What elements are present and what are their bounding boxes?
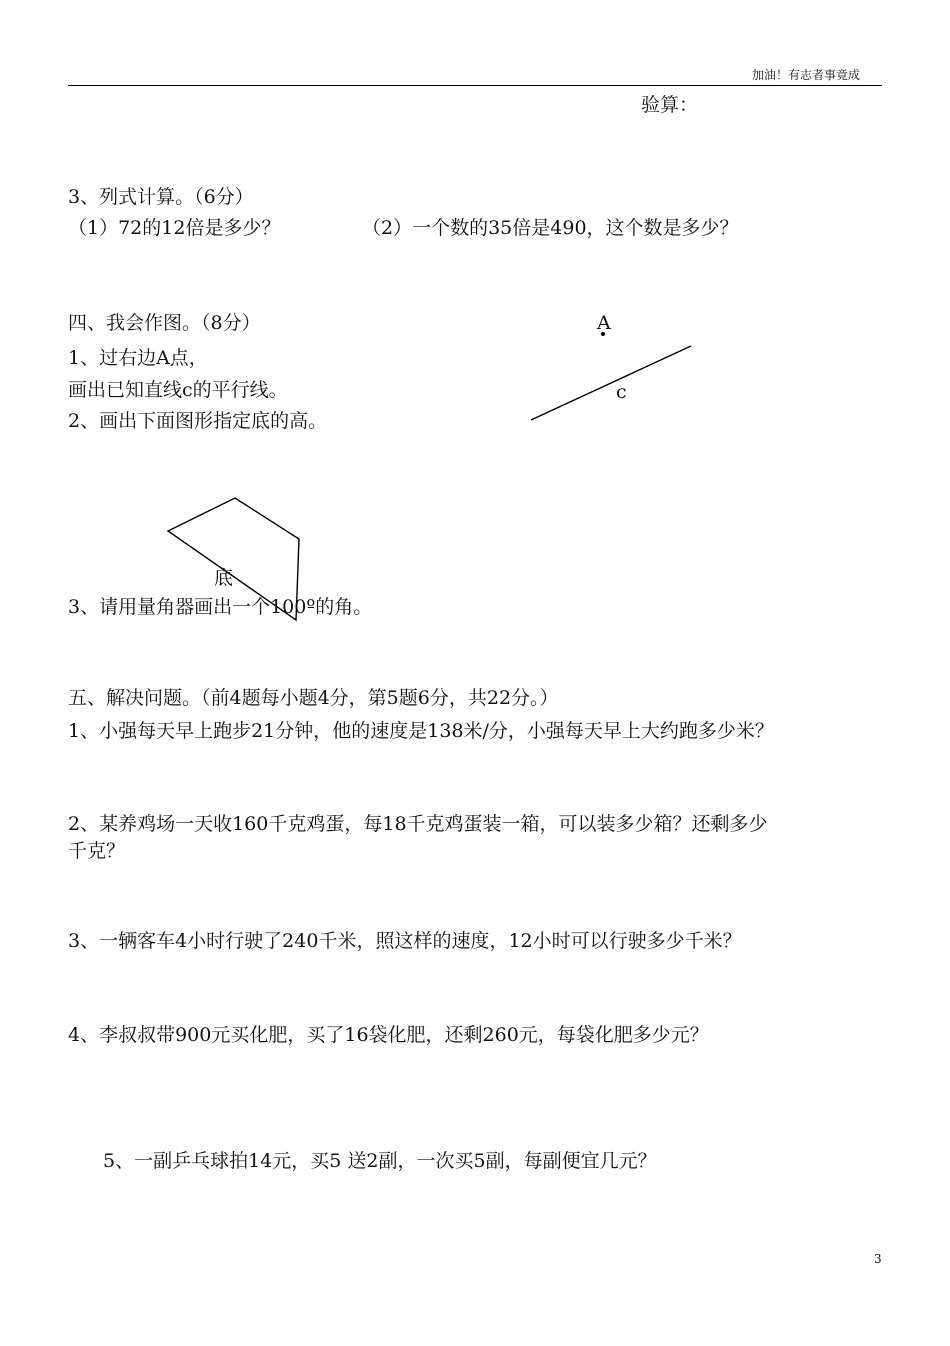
- base-label: 底: [214, 567, 234, 589]
- page-number: 3: [874, 1252, 882, 1266]
- section3-q2: （2）一个数的35倍是490，这个数是多少？: [362, 217, 739, 239]
- line-c: [531, 346, 691, 420]
- section4-item2: 2、画出下面图形指定底的高。: [68, 410, 328, 432]
- section4-title: 四、我会作图。（8分）: [68, 312, 261, 334]
- section4-item1-line2: 画出已知直线c的平行线。: [68, 379, 288, 401]
- point-a-label: A: [597, 312, 611, 334]
- verify-label: 验算：: [641, 94, 699, 116]
- section3-title: 3、列式计算。（6分）: [68, 186, 254, 208]
- section5-q3: 3、一辆客车4小时行驶了240千米，照这样的速度，12小时可以行驶多少千米？: [68, 930, 742, 952]
- section5-q2-line2: 千克？: [68, 840, 126, 862]
- header-motto: 加油！有志者事竟成: [752, 68, 861, 82]
- section5-title: 五、解决问题。（前4题每小题4分，第5题6分，共22分。）: [68, 687, 559, 709]
- section5-q2-line1: 2、某养鸡场一天收160千克鸡蛋，每18千克鸡蛋装一箱，可以装多少箱？还剩多少: [68, 813, 768, 835]
- section4-item1-line1: 1、过右边A点，: [68, 347, 208, 369]
- section4-item3: 3、请用量角器画出一个100º的角。: [68, 596, 373, 618]
- section5-q5: 5、一副乒乓球拍14元，买5 送2副，一次买5副，每副便宜几元？: [103, 1150, 657, 1172]
- section3-q1: （1）72的12倍是多少？: [68, 217, 281, 239]
- section5-q4: 4、李叔叔带900元买化肥，买了16袋化肥，还剩260元，每袋化肥多少元？: [68, 1024, 709, 1046]
- line-c-label: c: [616, 381, 627, 403]
- section5-q1: 1、小强每天早上跑步21分钟，他的速度是138米/分，小强每天早上大约跑多少米？: [68, 720, 774, 742]
